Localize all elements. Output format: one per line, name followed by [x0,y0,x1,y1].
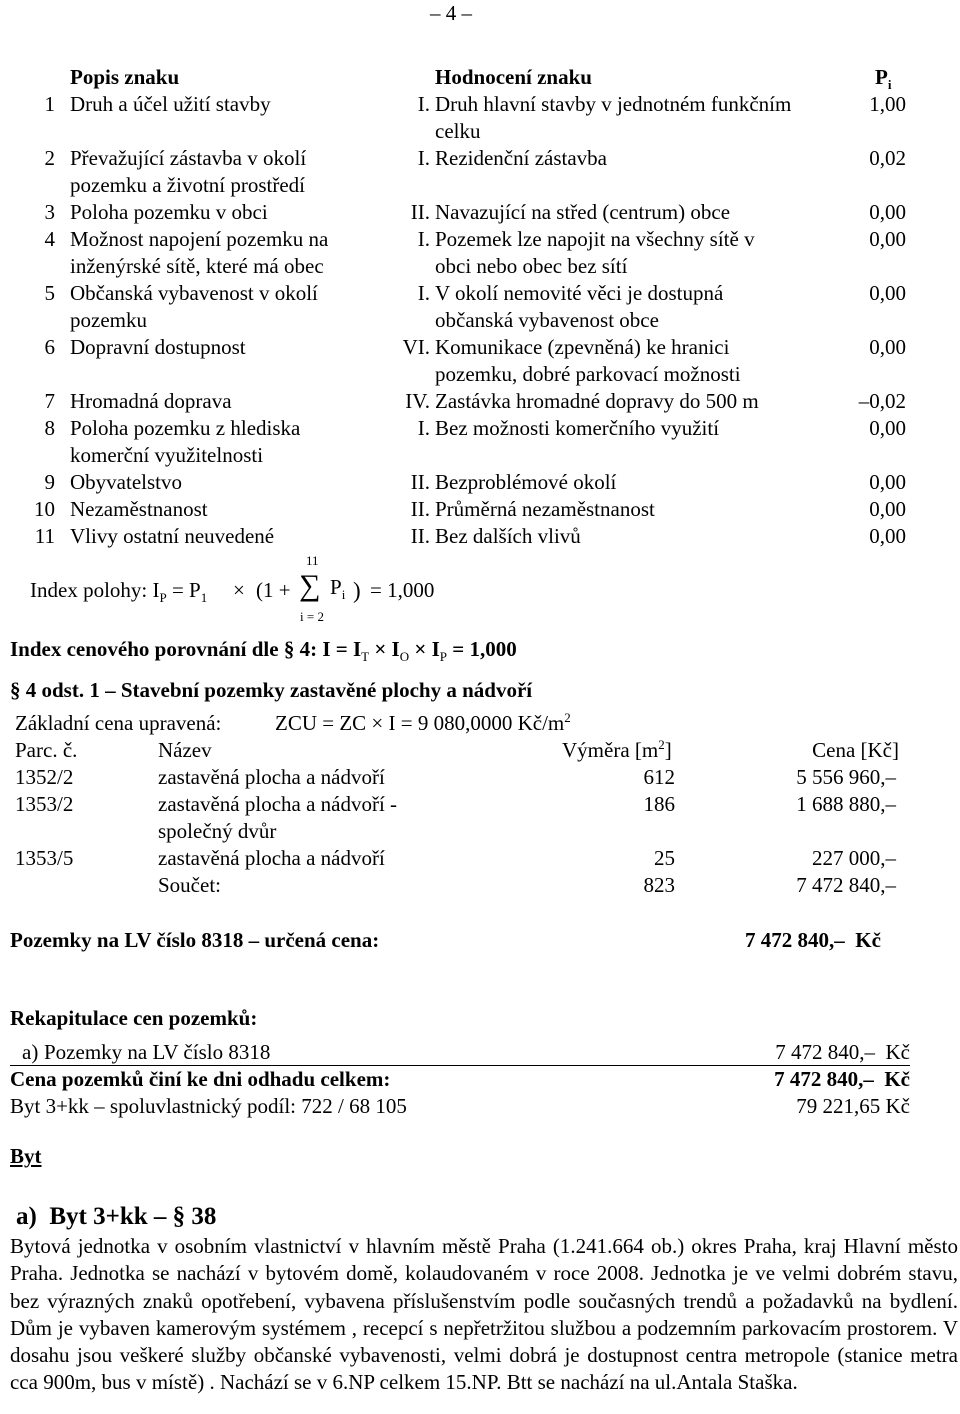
formula-close: ) [353,578,361,603]
comparison-times1: × I [374,637,400,661]
parcels-total-price: 7 472 840,– [796,873,896,897]
factor-row-description: Vlivy ostatní neuvedené [70,524,275,548]
recap-total-label: Cena pozemků činí ke dni odhadu celkem: [10,1067,391,1091]
recap-item-a-value: 7 472 840,– Kč [775,1040,910,1064]
factor-row-value: 0,00 [869,524,906,548]
parcels-header-area-text: Výměra [m [562,738,659,762]
comparison-sub-o: O [399,649,410,665]
factor-row-value: 0,00 [869,470,906,494]
factor-row-value: 0,00 [869,200,906,224]
lv-price-label: Pozemky na LV číslo 8318 – určená cena: [10,928,380,952]
factor-row-roman: I. [417,146,430,170]
factor-row-value: 0,02 [869,146,906,170]
factor-row-description: Obyvatelstvo [70,470,182,494]
factor-row-roman: VI. [402,335,430,359]
recap-share-value: 79 221,65 Kč [796,1094,910,1118]
factor-row-evaluation: Bez dalších vlivů [435,524,581,548]
factor-row-number: 10 [34,497,55,521]
factor-row-description: Druh a účel užití stavby [70,92,271,116]
parcel-row-price: 227 000,– [812,846,896,870]
header-pi-sub: i [887,77,892,93]
factor-row-value: 1,00 [869,92,906,116]
factor-row-evaluation: Průměrná nezaměstnanost [435,497,655,521]
factor-row-number: 2 [44,146,55,170]
factor-row-description: Možnost napojení pozemku na [70,227,329,251]
factor-row-roman: II. [410,497,430,521]
factor-row-number: 11 [34,524,55,548]
factor-row-description: Poloha pozemku v obci [70,200,268,224]
factor-row-roman: II. [410,524,430,548]
factor-row-evaluation: Komunikace (zpevněná) ke hranici [435,335,730,359]
parcel-row-name: zastavěná plocha a nádvoří [158,765,385,789]
parcels-header-name: Název [158,738,212,762]
factor-row-description-cont: pozemku a životní prostředí [70,173,306,197]
factor-row-number: 4 [44,227,55,251]
byt-heading: Byt [10,1144,42,1168]
factor-row-roman: IV. [405,389,430,413]
parcel-row-number: 1353/2 [15,792,74,816]
factor-row-number: 7 [44,389,55,413]
factor-row-roman: I. [417,416,430,440]
factor-row-evaluation: Druh hlavní stavby v jednotném funkčním [435,92,792,116]
factor-row-number: 1 [44,92,55,116]
factor-row-number: 8 [44,416,55,440]
formula-open: (1 + [256,578,291,602]
formula-sigma-bottom: i = 2 [300,609,324,624]
parcels-header-price: Cena [Kč] [812,738,899,762]
parcel-row-name: zastavěná plocha a nádvoří - [158,792,398,816]
recap-item-a-label: a) [22,1040,39,1064]
header-pi [875,64,891,91]
base-price-formula-text: ZCU = ZC × I = 9 080,0000 Kč/m [275,711,565,735]
formula-sigma-top: 11 [306,553,319,568]
factor-row-evaluation: Zastávka hromadné dopravy do 500 m [435,389,759,413]
factor-row-evaluation: Bezproblémové okolí [435,470,617,494]
factor-row-description: Dopravní dostupnost [70,335,246,359]
page-number: – 4 – [430,1,472,25]
parcel-row-name: zastavěná plocha a nádvoří [158,846,385,870]
formula-result: = 1,000 [370,578,435,602]
factor-row-roman: II. [410,470,430,494]
comparison-result: = 1,000 [452,637,517,661]
factor-row-evaluation-cont: obci nebo obec bez sítí [435,254,628,278]
parcels-header-parc: Parc. č. [15,738,78,762]
base-price-sup: 2 [564,710,571,725]
comparison-prefix: Index cenového porovnání dle § 4: I = I [10,637,362,661]
factor-row-description: Převažující zástavba v okolí [70,146,307,170]
factor-row-evaluation: V okolí nemovité věci je dostupná [435,281,724,305]
parcels-header-area-sup: 2 [658,737,665,752]
comparison-times2: × I [414,637,440,661]
header-pi-letter: P [875,65,888,89]
factor-row-description: Poloha pozemku z hlediska [70,416,301,440]
factor-row-value: –0,02 [858,389,906,413]
factor-row-evaluation: Rezidenční zástavba [435,146,607,170]
factor-row-roman: I. [417,92,430,116]
recap-heading: Rekapitulace cen pozemků: [10,1006,258,1030]
recap-total-value: 7 472 840,– Kč [774,1067,910,1091]
byt-paragraph: Bytová jednotka v osobním vlastnictví v hlavním městě Praha (1.241.664 ob.) okres Praha, kraj Hlavní město Praha. Jednotka se nachází v bytovém domě, kolaudovaném v roce 2008. Jednotka je ve velmi dobrém stavu, bez výrazných znaků opotřebení, vybavena příslušenstvím podle současných trendů a požadavků na bydlení. Dům je vybaven kamerovým systémem , recepcí s nepřetržitou službou a podzemním parkovacím prostorem. V dosahu jsou veškeré služby občanské vybavenosti, velmi dobrá je dostupnost centra metropole (stanice metra cca 900m, bus v místě) . Nachází se v 6.NP celkem 15.NP. Btt se nachází na ul.Antala Staška. [10,1234,958,1395]
factor-row-evaluation-cont: celku [435,119,481,143]
formula-sub-p: P [159,590,167,606]
factor-row-evaluation: Navazující na střed (centrum) obce [435,200,731,224]
parcel-row-area: 186 [643,792,675,816]
factor-row-description-cont: pozemku [70,308,147,332]
parcel-row-area: 612 [643,765,675,789]
factor-row-value: 0,00 [869,281,906,305]
formula-times: × [233,578,245,602]
factor-row-value: 0,00 [869,227,906,251]
comparison-sub-t: T [361,649,370,665]
factor-row-description: Občanská vybavenost v okolí [70,281,318,305]
parcel-row-area: 25 [654,846,675,870]
factor-row-description: Hromadná doprava [70,389,232,413]
lv-price-value: 7 472 840,– Kč [745,928,881,952]
formula-sub-1: 1 [200,590,208,606]
factor-row-value: 0,00 [869,416,906,440]
section-heading: § 4 odst. 1 – Stavební pozemky zastavěné plochy a nádvoří [10,678,533,702]
formula-label: Index polohy: I [30,578,160,602]
factor-row-evaluation-cont: pozemku, dobré parkovací možnosti [435,362,741,386]
recap-item-a-text: Pozemky na LV číslo 8318 [44,1040,271,1064]
base-price-formula [275,710,571,737]
base-price-label: Základní cena upravená: [15,711,222,735]
parcel-row-number: 1352/2 [15,765,74,789]
factor-row-number: 6 [44,335,55,359]
byt-subheading: a) Byt 3+kk – § 38 [16,1203,217,1230]
factor-row-number: 9 [44,470,55,494]
parcels-total-area: 823 [643,873,675,897]
index-comparison [10,636,517,663]
factor-row-evaluation-cont: občanská vybavenost obce [435,308,659,332]
factor-row-description-cont: inženýrské sítě, které má obec [70,254,324,278]
factor-row-evaluation: Pozemek lze napojit na všechny sítě v [435,227,755,251]
parcels-header-area [562,737,672,764]
header-description: Popis znaku [70,65,180,89]
factor-row-roman: I. [417,227,430,251]
formula-eq1: = P [171,578,201,602]
factor-row-evaluation: Bez možnosti komerčního využití [435,416,720,440]
recap-share-label: Byt 3+kk – spoluvlastnický podíl: 722 / 68 105 [10,1094,407,1118]
formula-sigma: ∑ [299,569,321,602]
parcel-row-name-cont: společný dvůr [158,819,277,843]
factor-row-number: 5 [44,281,55,305]
factor-row-description: Nezaměstnanost [70,497,208,521]
parcel-row-price: 1 688 880,– [796,792,896,816]
formula-pi: P [330,575,342,599]
formula-pi-sub: i [341,587,346,603]
factor-row-value: 0,00 [869,335,906,359]
factor-row-number: 3 [44,200,55,224]
parcels-header-area-close: ] [664,738,672,762]
header-evaluation: Hodnocení znaku [435,65,592,89]
comparison-sub-p: P [439,649,447,665]
factor-row-roman: II. [410,200,430,224]
parcel-row-number: 1353/5 [15,846,74,870]
factor-row-description-cont: komerční využitelnosti [70,443,264,467]
parcels-total-label: Součet: [158,873,221,897]
parcel-row-price: 5 556 960,– [796,765,896,789]
factor-row-value: 0,00 [869,497,906,521]
factor-row-roman: I. [417,281,430,305]
